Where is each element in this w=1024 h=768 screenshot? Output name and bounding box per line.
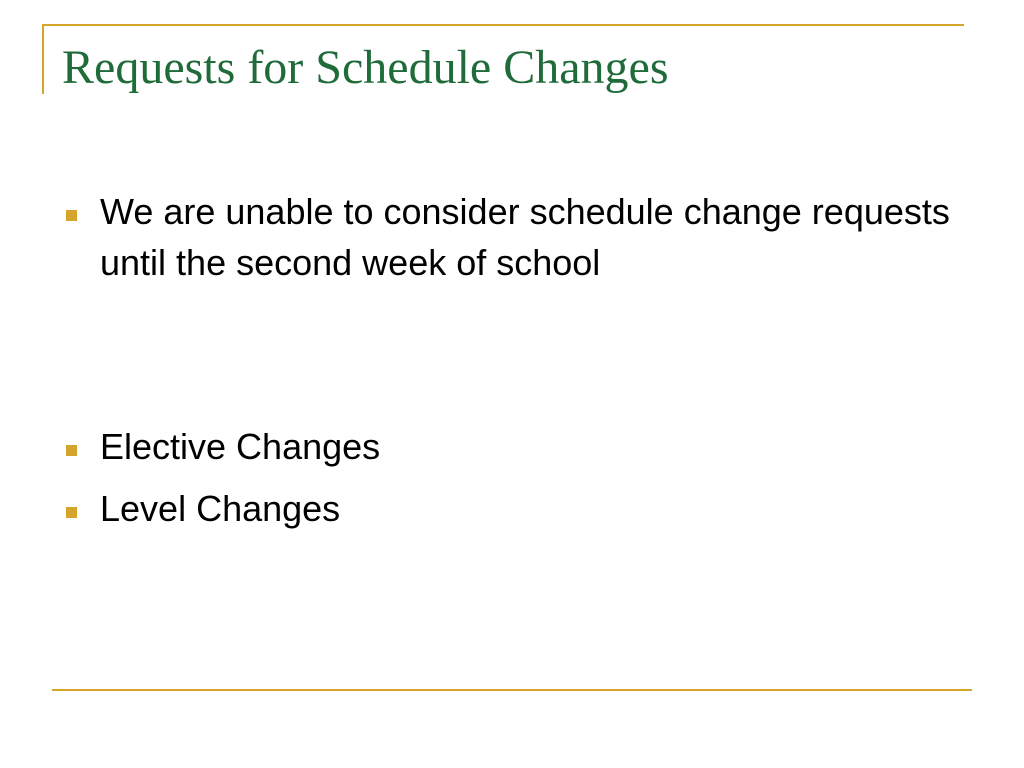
bullet-text: Level Changes (100, 488, 341, 529)
left-rule (42, 24, 44, 94)
bullet-text: We are unable to consider schedule change requests until the second week of school (100, 191, 950, 283)
square-bullet-icon (66, 210, 77, 221)
square-bullet-icon (66, 507, 77, 518)
top-rule (42, 24, 964, 26)
bottom-rule (52, 689, 972, 691)
slide-title: Requests for Schedule Changes (62, 41, 669, 94)
bullet-text: Elective Changes (100, 426, 381, 467)
square-bullet-icon (66, 445, 77, 456)
